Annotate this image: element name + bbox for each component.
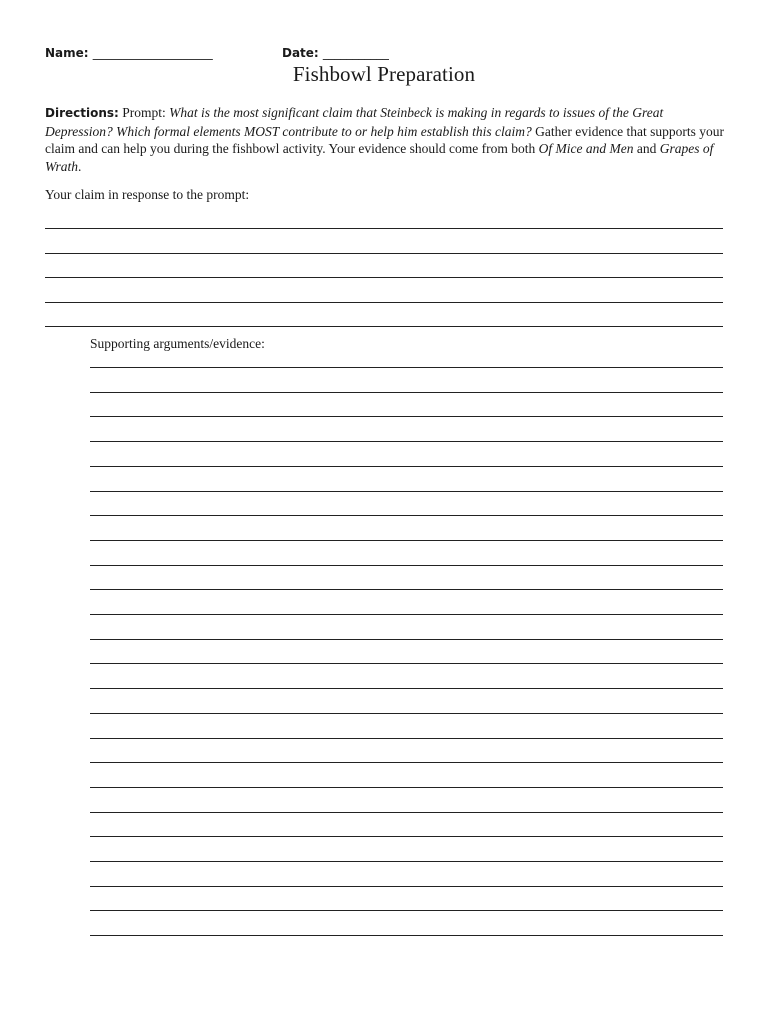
evidence-writing-line[interactable]: [90, 639, 723, 640]
claim-writing-line[interactable]: [45, 326, 723, 327]
date-blank[interactable]: ___________: [322, 46, 389, 60]
evidence-writing-line[interactable]: [90, 491, 723, 492]
prompt-label: Prompt:: [122, 105, 166, 120]
evidence-writing-line[interactable]: [90, 565, 723, 566]
name-field[interactable]: [45, 46, 213, 60]
directions-paragraph: [45, 104, 727, 175]
evidence-writing-line[interactable]: [90, 416, 723, 417]
name-blank[interactable]: ____________________: [92, 46, 213, 60]
name-label: Name:: [45, 46, 89, 60]
book-title-grapes: Grapes of Wrath: [45, 141, 714, 174]
date-field[interactable]: [282, 46, 389, 60]
evidence-writing-line[interactable]: [90, 515, 723, 516]
claim-writing-line[interactable]: [45, 253, 723, 254]
claim-label: Your claim in response to the prompt:: [45, 187, 250, 202]
evidence-writing-line[interactable]: [90, 713, 723, 714]
end-punct: .: [78, 158, 82, 174]
evidence-label: Supporting arguments/evidence:: [90, 336, 265, 351]
evidence-writing-line[interactable]: [90, 688, 723, 689]
evidence-writing-line[interactable]: [90, 367, 723, 368]
and-text: and: [636, 141, 657, 156]
evidence-writing-line[interactable]: [90, 935, 723, 936]
claim-writing-line[interactable]: [45, 228, 723, 229]
evidence-writing-line[interactable]: [90, 540, 723, 541]
page-title: Fishbowl Preparation: [292, 62, 476, 86]
evidence-writing-line[interactable]: [90, 886, 723, 887]
evidence-writing-line[interactable]: [90, 787, 723, 788]
prompt-question: What is the most significant claim that Steinbeck is making in regards to issues of the Great Depression? Which formal elements MOST contribute to or help him establish this claim?: [45, 105, 664, 139]
instructions-text: Gather evidence that supports your claim and can help you during the fishbowl activity. Your evidence should come from both: [45, 123, 725, 156]
evidence-writing-line[interactable]: [90, 738, 723, 739]
date-label: Date:: [282, 46, 319, 60]
claim-writing-line[interactable]: [45, 302, 723, 303]
evidence-writing-line[interactable]: [90, 762, 723, 763]
evidence-writing-line[interactable]: [90, 812, 723, 813]
evidence-writing-line[interactable]: [90, 836, 723, 837]
evidence-writing-line[interactable]: [90, 910, 723, 911]
evidence-writing-line[interactable]: [90, 861, 723, 862]
directions-label: Directions:: [45, 106, 119, 120]
evidence-writing-line[interactable]: [90, 466, 723, 467]
claim-writing-line[interactable]: [45, 277, 723, 278]
evidence-writing-line[interactable]: [90, 663, 723, 664]
evidence-writing-line[interactable]: [90, 441, 723, 442]
evidence-writing-line[interactable]: [90, 589, 723, 590]
book-title-mice: Of Mice and Men: [538, 141, 634, 156]
evidence-writing-line[interactable]: [90, 614, 723, 615]
evidence-writing-line[interactable]: [90, 392, 723, 393]
